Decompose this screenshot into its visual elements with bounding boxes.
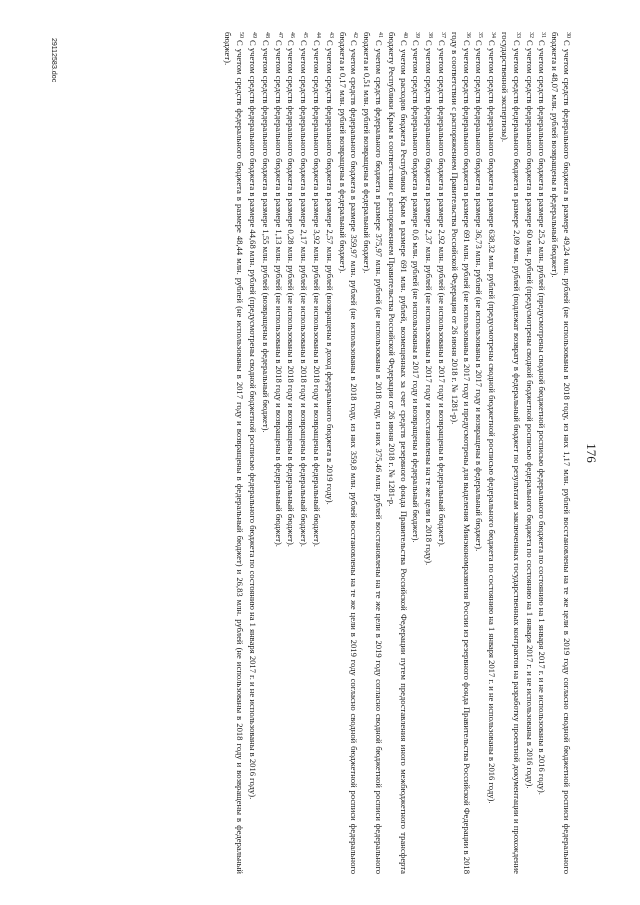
file-name: 2911258З.doc [50, 38, 57, 83]
footnote-number: 46 [289, 32, 296, 38]
footnote-number: 30 [565, 32, 571, 38]
footnote-number: 50 [238, 32, 245, 38]
footnote-text: С учетом средств федерального бюджета в размере 25,2 млн. рублей (предусмотрены сводной бюджетной росписью федерального бюджета по состоянию на 1 января 2017 г. и не использованы в 2016 году). [537, 40, 548, 795]
footnote-number: 42 [352, 32, 359, 38]
footnote [297, 32, 310, 874]
footnote-number: 44 [315, 32, 322, 38]
footnote-list [222, 32, 573, 874]
footnote-number: 48 [263, 32, 270, 38]
footnote [498, 32, 523, 874]
rotated-content [41, 28, 601, 878]
footnote-number: 45 [302, 32, 309, 38]
footnote-text: С учетом средств федерального бюджета в размере 359,97 млн. рублей (не использованы в 2018 году, из них 359,8 млн. рублей восстановлены на те же цели в 2019 году согласно сводной бюджетной росписи федерального бюджета и 0,17 млн. рублей возвращены в федеральный бюджет). [337, 32, 360, 874]
footnote-number: 41 [377, 32, 384, 38]
footnote-text: С учетом средств федерального бюджета в размере 1,13 млн. рублей (не использованы в 2018 году и возвращены в федеральный бюджет). [273, 40, 284, 547]
footnote-text: С учетом средств федерального бюджета в размере 1,55 млн. рублей (возвращены в федеральный бюджет). [260, 40, 271, 433]
footnote-text: С учетом средств федерального бюджета в размере 691 млн. рублей (не использованы в 2017 году и предусмотрены для выделения Минэкономразвития России из резервного фонда Правительства Российской Федерации в 2018 году в соответствии с распоряжением Правительства Российской Федерации от 26 июня 2018 г. № 1281-р). [449, 32, 472, 874]
footnote-number: 49 [251, 32, 258, 38]
footnote [360, 32, 385, 874]
footnote-text: С учетом средств федерального бюджета в размере 48,44 млн. рублей (не использованы в 2017 году и возвращены в федеральный бюджет) и 26,83 млн. рублей (не использованы в 2018 году и возвращены в федеральный бюджет). [223, 32, 246, 874]
footnote-text: С учетом средств федерального бюджета в размере 0,28 млн. рублей (не использованы в 2018 году и возвращены в федеральный бюджет). [286, 40, 297, 547]
footnote [336, 32, 361, 874]
footnote [246, 32, 259, 874]
footnote [548, 32, 573, 874]
footnote-text: С учетом средств федерального бюджета в размере 2,92 млн. рублей (не использованы в 2017 году и возвращены в федеральный бюджет). [437, 40, 448, 547]
footnote [285, 32, 298, 874]
footnote-text: С учетом средств федерального бюджета в размере 3,92 млн. рублей (не использованы в 2018 году и возвращены в федеральный бюджет). [312, 40, 323, 547]
footnote-number: 36 [464, 32, 471, 38]
footnote [448, 32, 473, 874]
footnote-text: С учетом средств федерального бюджета в размере 36,73 млн. рублей (не использованы в 2017 году и возвращены в федеральный бюджет). [474, 40, 485, 552]
footnote-number: 34 [490, 32, 497, 38]
footnote-number: 43 [327, 32, 334, 38]
footnote-number: 35 [477, 32, 484, 38]
footnote-text: С учетом средств федерального бюджета в размере 49,24 млн. рублей (не использованы в 2018 году, из них 1,17 млн. рублей восстановлены на те же цели в 2019 году согласно сводной бюджетной росписи федерального бюджета и 48,07 млн. рублей возвращены в федеральный бюджет). [550, 32, 572, 874]
footnote-text: С учетом средств федерального бюджета в размере 44,68 млн. рублей (предусмотрены сводной бюджетной росписью федерального бюджета по состоянию на 1 января 2017 г. и не использованы в 2016 году). [248, 40, 259, 800]
footnote-number: 32 [527, 32, 534, 38]
footnote-number: 33 [514, 32, 521, 38]
footnote-number: 40 [401, 32, 408, 38]
footnote-number: 37 [440, 32, 447, 38]
footnote [323, 32, 336, 874]
footnote-number: 38 [427, 32, 434, 38]
footnote-text: С учетом средств федерального бюджета в размере 0,6 млн. рублей (не использованы в 2017 году и возвращены в федеральный бюджет). [411, 40, 422, 543]
footnote [310, 32, 323, 874]
footnote [259, 32, 272, 874]
footnote [410, 32, 423, 874]
footnote [222, 32, 247, 874]
footnote-number: 47 [276, 32, 283, 38]
footnote-number: 39 [414, 32, 421, 38]
footnote [485, 32, 498, 874]
footnote-text: С учетом средств федерального бюджета в размере 2,09 млн. рублей (подлежат возврату в федеральный бюджет по результатам заключенных государственных контрактов на разработку проектной документации и прохождение государственной экспертизы). [500, 32, 522, 874]
footnote-text: С учетом расходов бюджета Республики Крым в размере 691 млн. рублей, возмещенных за счет средств резервного фонда Правительства Российской Федерации путем предоставления иного межбюджетного трансферта бюджету Республики Крым в соответствии с распоряжением Правительства Российской Федерации от 26 июня 2018 г. № 1281-р. [386, 32, 409, 874]
footnote-text: С учетом средств федерального бюджета в размере 2,57 млн. рублей (возвращены в доход федерального бюджета в 2019 году). [324, 40, 335, 505]
footnote-text: С учетом средств федерального бюджета в размере 2,37 млн. рублей (не использованы в 2017 году и восстановлены на те же цели в 2018 году). [424, 40, 435, 566]
footnote-text: С учетом средств федерального бюджета в размере 2,17 млн. рублей (не использованы в 2018 году и возвращены в федеральный бюджет). [299, 40, 310, 547]
footnote-text: С учетом средств федерального бюджета в размере 638,32 млн. рублей (предусмотрены сводной бюджетной росписью федерального бюджета по состоянию на 1 января 2017 г. и не использованы в 2016 году). [487, 40, 498, 804]
page-number: 176 [584, 443, 599, 463]
footnote [473, 32, 486, 874]
footnote [523, 32, 536, 874]
footnote [435, 32, 448, 874]
footnote-number: 31 [540, 32, 547, 38]
footnote [272, 32, 285, 874]
footnote-text: С учетом средств федерального бюджета в размере 60 млн. рублей (предусмотрены сводной бюджетной росписью федерального бюджета по состоянию на 1 января 2017 г. и не использованы в 2016 году). [524, 40, 535, 789]
footnote [422, 32, 435, 874]
footnote-text: С учетом средств федерального бюджета в размере 375,97 млн. рублей (не использованы в 2018 году, из них 375,46 млн. рублей восстановлены на те же цели в 2019 году согласно сводной бюджетной росписи федерального бюджета и 0,51 млн. рублей возвращены в федеральный бюджет). [362, 32, 385, 874]
footnote [385, 32, 410, 874]
footnote [536, 32, 549, 874]
